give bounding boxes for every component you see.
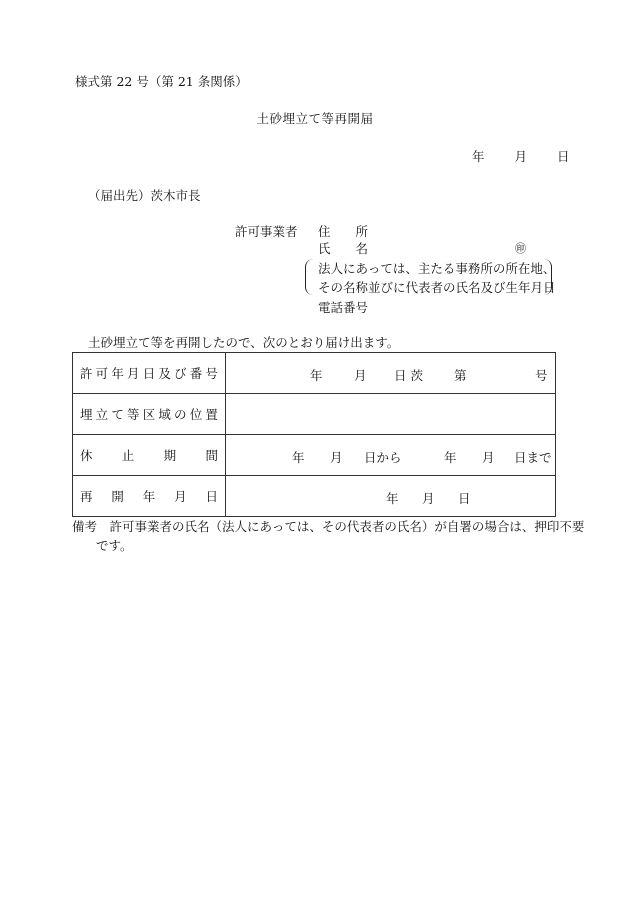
to-month: 月 (482, 450, 495, 465)
right-bracket (543, 259, 552, 295)
to-day: 日まで (514, 450, 552, 465)
label-char: 区 (142, 407, 156, 422)
label-char: 日 (142, 366, 156, 381)
label-char: 年 (142, 489, 156, 504)
resume-date-label (73, 476, 226, 517)
label-char: 開 (111, 489, 124, 504)
seal-mark: ㊞ (515, 242, 526, 255)
label-char: 号 (205, 366, 218, 381)
corporate-note-line2: その名称並びに代表者の氏名及び生年月日 (318, 280, 556, 295)
suspension-period-field[interactable] (226, 435, 556, 476)
label-char: 可 (95, 366, 109, 381)
note-line1: 備考 許可事業者の氏名（法人にあっては、その代表者の氏名）が自署の場合は、押印不要 (72, 519, 585, 534)
note-line2: です。 (96, 538, 133, 553)
suspension-period-label (73, 435, 226, 476)
area-location-field[interactable] (226, 394, 556, 435)
table-row (73, 435, 556, 476)
phone-label: 電話番号 (318, 300, 369, 315)
label-char: 止 (121, 448, 135, 463)
intro-text: 土砂埋立て等を再開したので、次のとおり届け出ます。 (88, 335, 400, 350)
permit-date-number-field[interactable] (226, 353, 556, 394)
table-row (73, 353, 556, 394)
table-row (73, 394, 556, 435)
label-char: 域 (158, 407, 171, 422)
label-char: 番 (189, 366, 203, 381)
date-year: 年 (472, 149, 485, 164)
permit-date-number-label (73, 353, 226, 394)
label-char: 置 (205, 407, 218, 422)
applicant-label: 許可事業者 (235, 224, 298, 239)
from-month: 月 (330, 450, 343, 465)
name-label: 氏 名 (318, 241, 369, 256)
label-char: び (174, 366, 187, 381)
field-go: 号 (535, 368, 548, 383)
label-char: 埋 (80, 407, 93, 422)
label-char: 等 (127, 407, 140, 422)
label-char: 位 (189, 407, 203, 422)
resume-month: 月 (422, 491, 435, 506)
address-label: 住 所 (318, 224, 369, 239)
label-char: 及 (158, 366, 171, 381)
notification-table (72, 352, 556, 517)
resume-date-field[interactable] (226, 476, 556, 517)
label-char: て (111, 407, 124, 422)
label-char: 期 (163, 448, 177, 463)
form-number: 様式第 22 号（第 21 条関係） (75, 74, 248, 89)
label-char: 日 (205, 489, 218, 504)
recipient: （届出先）茨木市長 (88, 188, 201, 203)
label-char: 休 (80, 448, 93, 463)
resume-day: 日 (458, 491, 471, 506)
label-char: 月 (174, 489, 187, 504)
label-char: 月 (127, 366, 140, 381)
submission-date (472, 151, 569, 164)
label-char: 再 (80, 489, 93, 504)
label-char: 立 (95, 407, 109, 422)
from-day: 日から (364, 450, 402, 465)
field-dai: 第 (454, 368, 467, 383)
document-title: 土砂埋立て等再開届 (256, 111, 374, 126)
resume-year: 年 (386, 491, 399, 506)
from-year: 年 (292, 450, 305, 465)
label-char: 年 (111, 366, 124, 381)
label-char: の (174, 407, 187, 422)
table-row (73, 476, 556, 517)
area-location-label (73, 394, 226, 435)
to-year: 年 (444, 450, 457, 465)
field-day-city: 日 茨 (394, 368, 423, 383)
field-year: 年 (310, 368, 323, 383)
date-day: 日 (556, 149, 570, 164)
label-char: 間 (205, 448, 218, 463)
corporate-note-line1: 法人にあっては、主たる事務所の所在地、 (318, 261, 556, 276)
date-month: 月 (514, 149, 527, 164)
left-bracket (305, 259, 314, 295)
label-char: 許 (80, 366, 93, 381)
field-month: 月 (354, 368, 367, 383)
